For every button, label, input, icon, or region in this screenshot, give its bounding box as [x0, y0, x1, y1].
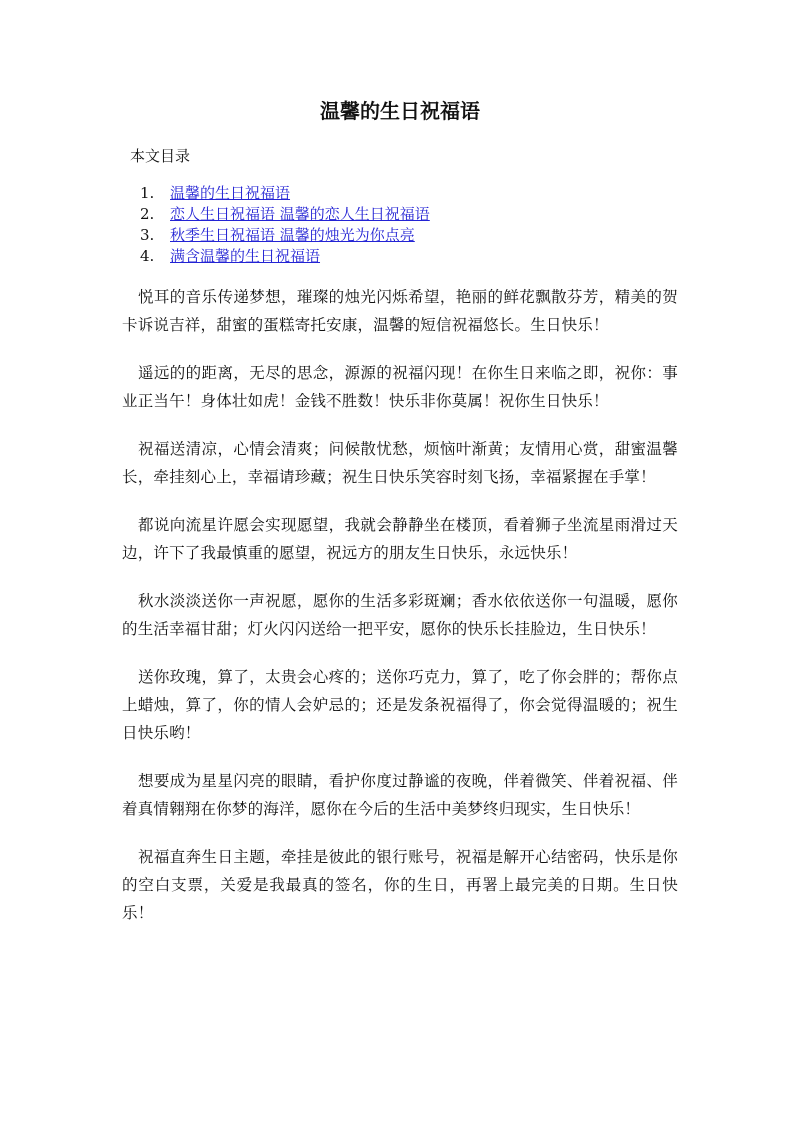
toc-item-number: 2.: [140, 205, 155, 223]
toc-heading: 本文目录: [130, 147, 191, 165]
toc-item-1: [140, 183, 430, 204]
table-of-contents: [140, 183, 430, 267]
toc-item-number: 1.: [140, 184, 155, 202]
body-paragraph: 祝福直奔生日主题，牵挂是彼此的银行账号，祝福是解开心结密码，快乐是你的空白支票，关爱是我最真的签名，你的生日，再署上最完美的日期。生日快乐！: [122, 848, 678, 922]
body-paragraph: 想要成为星星闪亮的眼睛，看护你度过静谧的夜晚，伴着微笑、伴着祝福、伴着真情翱翔在你梦的海洋，愿你在今后的生活中美梦终归现实，生日快乐！: [122, 772, 678, 818]
toc-item-2: [140, 204, 430, 225]
toc-link-2[interactable]: 恋人生日祝福语 温馨的恋人生日祝福语: [170, 205, 430, 223]
body-paragraph: 送你玫瑰，算了，太贵会心疼的；送你巧克力，算了，吃了你会胖的；帮你点上蜡烛，算了，你的情人会妒忌的；还是发条祝福得了，你会觉得温暖的；祝生日快乐哟！: [122, 668, 678, 742]
body-paragraph: 都说向流星许愿会实现愿望，我就会静静坐在楼顶，看着狮子坐流星雨滑过天边，许下了我最慎重的愿望，祝远方的朋友生日快乐，永远快乐！: [122, 516, 678, 562]
document-body: [122, 283, 678, 947]
toc-item-number: 3.: [140, 226, 155, 244]
toc-link-4[interactable]: 满含温馨的生日祝福语: [170, 247, 321, 265]
toc-item-4: [140, 246, 430, 267]
body-paragraph: 悦耳的音乐传递梦想，璀璨的烛光闪烁希望，艳丽的鲜花飘散芬芳，精美的贺卡诉说吉祥，甜蜜的蛋糕寄托安康，温馨的短信祝福悠长。生日快乐！: [122, 288, 678, 334]
toc-link-1[interactable]: 温馨的生日祝福语: [170, 184, 291, 202]
body-paragraph: 秋水淡淡送你一声祝愿，愿你的生活多彩斑斓；香水依依送你一句温暖，愿你的生活幸福甘甜；灯火闪闪送给一把平安，愿你的快乐长挂脸边，生日快乐！: [122, 592, 678, 638]
toc-item-number: 4.: [140, 247, 155, 265]
body-paragraph: 祝福送清凉，心情会清爽；问候散忧愁，烦恼叶渐黄；友情用心赏，甜蜜温馨长，牵挂刻心上，幸福请珍藏；祝生日快乐笑容时刻飞扬，幸福紧握在手掌！: [122, 440, 678, 486]
body-paragraph: 遥远的的距离，无尽的思念，源源的祝福闪现！在你生日来临之即，祝你：事业正当午！身体壮如虎！金钱不胜数！快乐非你莫属！祝你生日快乐！: [122, 364, 678, 410]
document-title: 温馨的生日祝福语: [320, 99, 480, 123]
toc-item-3: [140, 225, 430, 246]
toc-link-3[interactable]: 秋季生日祝福语 温馨的烛光为你点亮: [170, 226, 415, 244]
